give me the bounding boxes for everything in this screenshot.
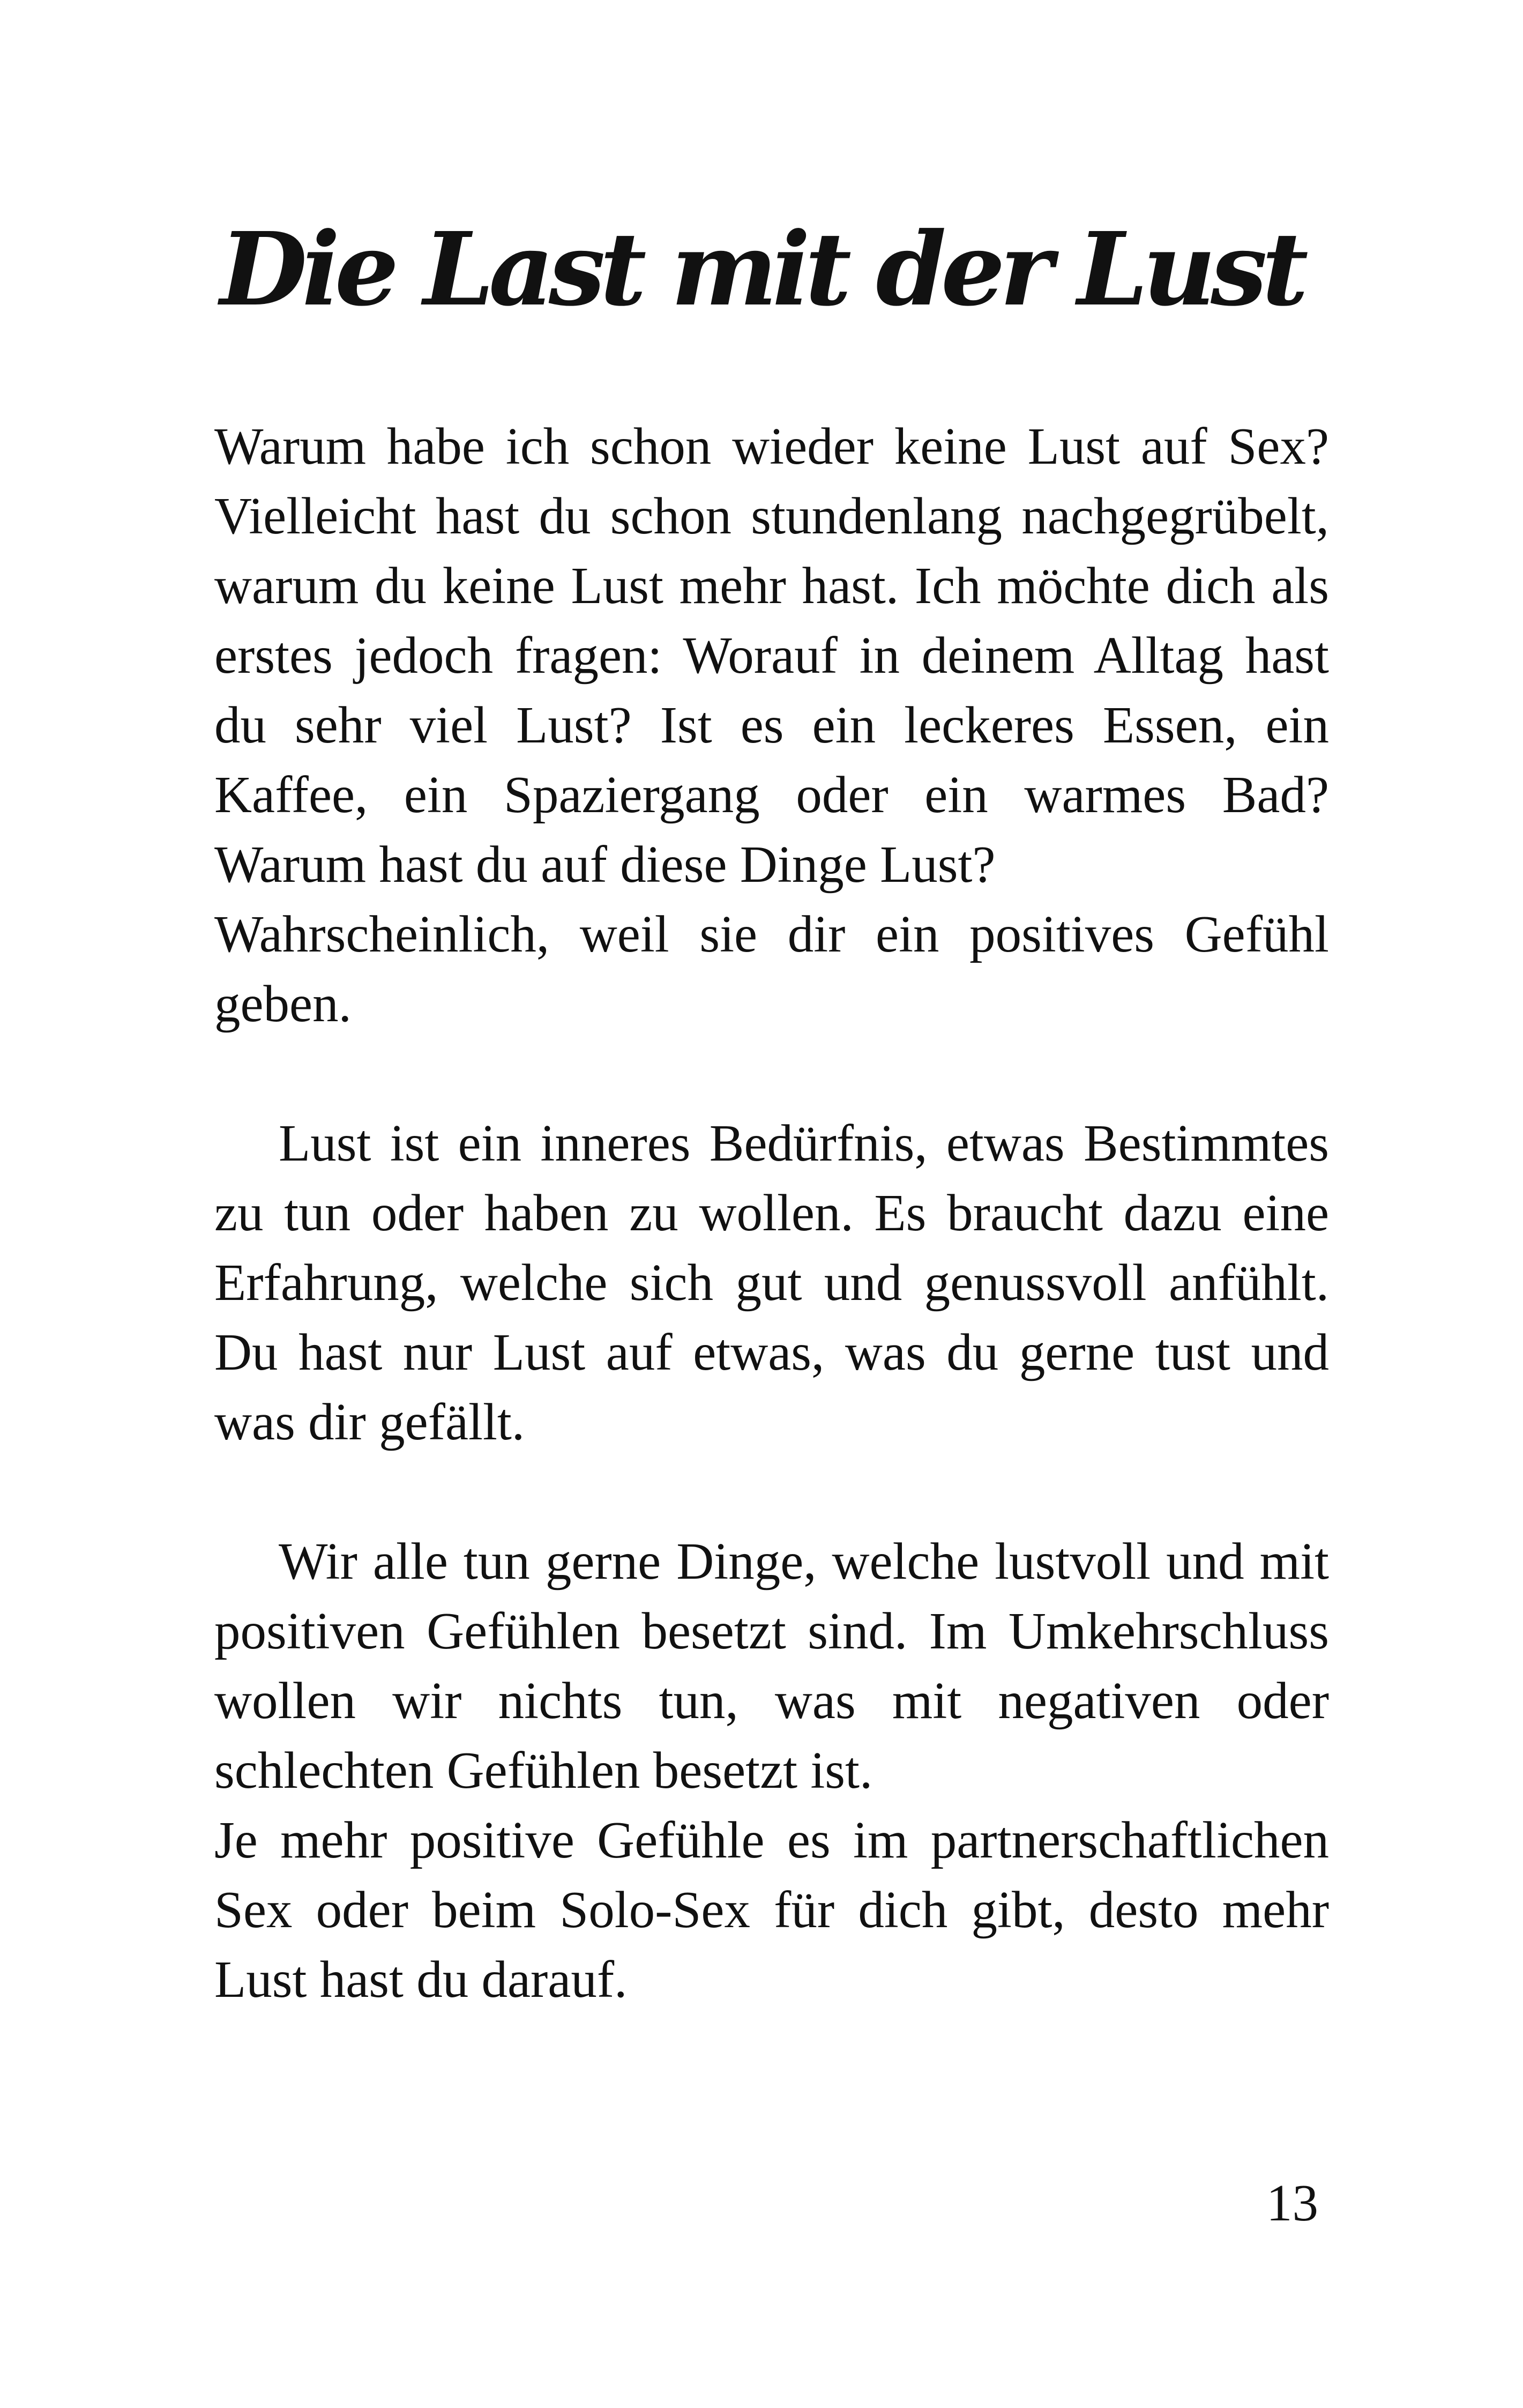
- paragraph-3: Wir alle tun gerne Dinge, welche lustvoll und mit positiven Gefühlen besetzt sind. Im Umkehrschluss wollen wir nichts tun, was mit negativen oder schlechten Gefühlen besetzt ist.: [214, 1533, 1329, 1799]
- paragraph-1: Warum habe ich schon wieder keine Lust auf Sex? Vielleicht hast du schon stundenlang nachgegrübelt, warum du keine Lust mehr hast. Ich möchte dich als erstes jedoch fragen: Worauf in deinem Alltag hast du sehr viel Lust? Ist es ein leckeres Essen, ein Kaffee, ein Spaziergang oder ein warmes Bad? Warum hast du auf diese Dinge Lust?: [214, 418, 1329, 893]
- chapter-title: Die Last mit der Lust: [220, 210, 1303, 329]
- paragraph-1-continuation: Wahrscheinlich, weil sie dir ein positives Gefühl geben.: [214, 905, 1329, 1032]
- paragraph-3-continuation: Je mehr positive Gefühle es im partnerschaftlichen Sex oder beim Solo-Sex für dich gibt, desto mehr Lust hast du darauf.: [214, 1811, 1329, 2008]
- paragraph-2: Lust ist ein inneres Bedürfnis, etwas Bestimmtes zu tun oder haben zu wollen. Es braucht dazu eine Erfahrung, welche sich gut und genussvoll anfühlt. Du hast nur Lust auf etwas, was du gerne tust und was dir gefällt.: [214, 1114, 1329, 1451]
- paragraph-spacer: [214, 1039, 1329, 1109]
- chapter-body: [214, 412, 1329, 2015]
- page-number: 13: [1266, 2174, 1318, 2232]
- paragraph-spacer: [214, 1457, 1329, 1527]
